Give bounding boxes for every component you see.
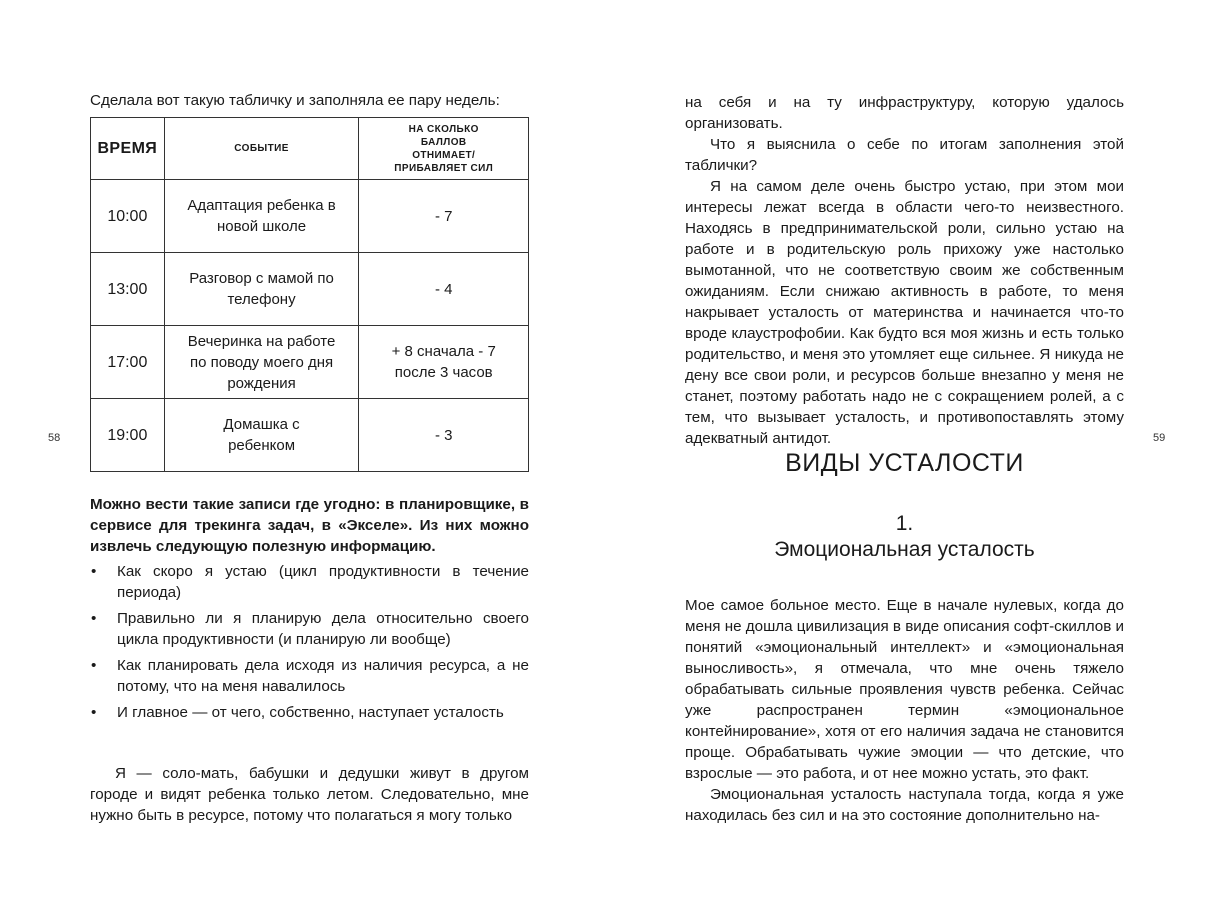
cell-event — [164, 180, 359, 253]
bold-paragraph — [90, 494, 529, 557]
cell-event — [164, 326, 359, 399]
bullet-icon: • — [91, 610, 97, 627]
cell-score: - 7 — [359, 180, 529, 253]
right-top-text — [685, 92, 1124, 449]
section-title: ВИДЫ УСТАЛОСТИ — [785, 449, 1024, 477]
cell-event-text: Адаптация ребенка в новой школе — [187, 197, 336, 235]
cell-time: 19:00 — [91, 399, 165, 472]
cell-score-text: + 8 сначала - 7 после 3 часов — [391, 343, 496, 381]
page-number-right: 59 — [1153, 432, 1166, 444]
bold-paragraph-text: Можно вести такие записи где угодно: в планировщике, в сервисе для трекинга задач, в «Экселе». Из них можно извлечь следующую полезную информацию. — [90, 496, 529, 555]
cell-event-text: Вечеринка на работе по поводу моего дня рождения — [187, 332, 336, 392]
list-item-text: Правильно ли я планирую дела относительно своего цикла продуктивности (и планирую ли вообще) — [117, 610, 529, 648]
cell-score — [359, 326, 529, 399]
list-item — [90, 608, 529, 650]
cell-event — [164, 253, 359, 326]
list-item — [90, 702, 529, 723]
table-row — [91, 399, 529, 472]
cell-event-text: Разговор с мамой по телефону — [189, 270, 334, 308]
table-row — [91, 326, 529, 399]
bullet-icon: • — [91, 563, 97, 580]
page-number-left: 58 — [48, 432, 61, 444]
cell-event-text: Домашка с ребенком — [223, 416, 300, 454]
bullet-icon: • — [91, 657, 97, 674]
cell-score: - 3 — [359, 399, 529, 472]
solo-paragraph-text: Я — соло-мать, бабушки и дедушки живут в другом городе и видят ребенка только летом. Следовательно, мне нужно быть в ресурсе, потому что полагаться я могу только — [90, 765, 529, 824]
header-score — [359, 118, 529, 180]
section-number: 1. — [895, 512, 914, 535]
list-item — [90, 561, 529, 603]
header-time: ВРЕМЯ — [91, 118, 165, 180]
list-item — [90, 655, 529, 697]
header-event: СОБЫТИЕ — [164, 118, 359, 180]
cell-score: - 4 — [359, 253, 529, 326]
cell-time: 13:00 — [91, 253, 165, 326]
list-item-text: Как планировать дела исходя из наличия ресурса, а не потому, что на меня навалилось — [117, 657, 529, 695]
paragraph-question: Что я выяснила о себе по итогам заполнения этой таблички? — [685, 136, 1124, 174]
paragraph-emotional-continued: Эмоциональная усталость наступала тогда, когда я уже находилась без сил и на это состояние дополнительно на- — [685, 786, 1124, 824]
right-bottom-text — [685, 595, 1124, 826]
table-row — [91, 180, 529, 253]
header-score-text: НА СКОЛЬКО БАЛЛОВ ОТНИМАЕТ/ ПРИБАВЛЯЕТ СИЛ — [394, 123, 494, 174]
section-subtitle: Эмоциональная усталость — [774, 538, 1035, 561]
energy-log-table — [90, 117, 529, 472]
table-header-row — [91, 118, 529, 180]
cell-time: 17:00 — [91, 326, 165, 399]
list-item-text: Как скоро я устаю (цикл продуктивности в течение периода) — [117, 563, 529, 601]
bullet-icon: • — [91, 704, 97, 721]
table-intro: Сделала вот такую табличку и заполняла ее пару недель: — [90, 92, 500, 109]
cell-time: 10:00 — [91, 180, 165, 253]
cell-event — [164, 399, 359, 472]
bullet-list — [90, 561, 529, 728]
solo-paragraph — [90, 763, 529, 826]
table-row — [91, 253, 529, 326]
paragraph-continuation: на себя и на ту инфраструктуру, которую удалось организовать. — [685, 94, 1124, 132]
list-item-text: И главное — от чего, собственно, наступает усталость — [117, 704, 504, 721]
paragraph-emotional: Мое самое больное место. Еще в начале нулевых, когда до меня не дошла цивилизация в виде описания софт-скиллов и понятий «эмоциональный интеллект» и «эмоциональная выносливость», я отмечала, что мне очень тяжело обрабатывать сильные проявления чувств ребенка. Сейчас уже распространен термин «эмоциональное контейнирование», хотя от его наличия задача не становится проще. Обрабатывать чужие эмоции — что детские, что взрослые — это работа, и от нее можно устать, это факт. — [685, 597, 1125, 782]
paragraph-findings: Я на самом деле очень быстро устаю, при этом мои интересы лежат всегда в области чего-то неизвестного. Находясь в предпринимательской роли, сильно устаю на работе и в родительскую роль прихожу уже настолько вымотанной, что не соответствую своим же собственным ожиданиям. Если снижаю активность в работе, то меня накрывает усталость от материнства и начинается что-то вроде клаустрофобии. Как будто вся моя жизнь и есть только родительство, и меня это утомляет еще сильнее. Я никуда не дену все свои роли, и ресурсов больше внезапно у меня не станет, поэтому работать надо не с сокращением ролей, а с тем, что вызывает усталость, и противопоставлять этому адекватный антидот. — [685, 178, 1124, 447]
